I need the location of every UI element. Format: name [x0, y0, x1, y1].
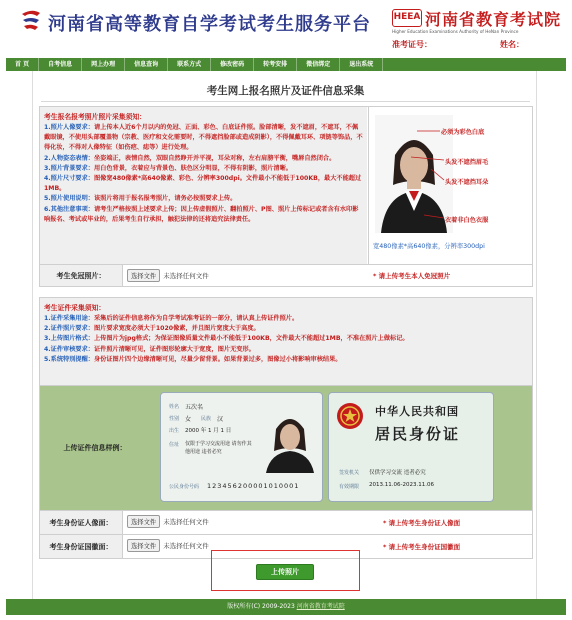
nav-exam-info[interactable]: 自考信息: [39, 58, 82, 71]
photo-file-input: [127, 269, 209, 282]
choose-id-front-button[interactable]: 选择文件: [127, 515, 160, 528]
id-note-2: [44, 324, 528, 334]
file-status: 未选择任何文件: [163, 518, 209, 526]
upload-photo-button[interactable]: 上传照片: [256, 564, 314, 580]
id-note-1: [44, 314, 528, 324]
choose-id-back-button[interactable]: 选择文件: [127, 539, 160, 552]
photo-note-5: [44, 194, 363, 204]
id-back-row-label: 考生身份证国徽面：: [40, 535, 123, 558]
nav-wechat-bind[interactable]: 微信绑定: [297, 58, 340, 71]
note-text: 图片要求宽度必须大于1020像素，并且图片宽度大于高度。: [93, 325, 260, 333]
id-note-3: [44, 334, 528, 344]
id-notes: [40, 298, 532, 386]
nav-transfer-exam[interactable]: 转考安排: [254, 58, 297, 71]
note-index: 6.: [44, 205, 51, 213]
photo-note-1: [44, 123, 363, 154]
file-status: 未选择任何文件: [163, 542, 209, 550]
authority-name: 河南省教育考试院: [425, 10, 562, 29]
id-gender-value: 女: [185, 416, 192, 423]
id-card-back-sample: [328, 392, 494, 502]
note-label: 人物姿态表情：: [50, 154, 94, 162]
nav-info-query[interactable]: 信息查询: [125, 58, 168, 71]
photo-notes-title: 考生报名报考照片照片采集须知：: [44, 113, 146, 121]
id-number-label: 公民身份号码: [169, 484, 200, 490]
note-label: 证件审核要求：: [50, 345, 94, 353]
authority-name-en: Higher Education Examinations Authority of HeNan Province: [392, 29, 519, 34]
id-nation-label: 民族: [201, 416, 212, 422]
note-label: 证件照片要求：: [50, 325, 94, 333]
note-index: 4.: [44, 175, 51, 183]
id-back-title: 中华人民共和国: [375, 405, 459, 418]
photo-note-3: [44, 164, 363, 174]
note-index: 3.: [44, 335, 51, 343]
footer-link[interactable]: 河南省教育考试院: [296, 603, 345, 610]
id-back-subtitle: 居民身份证: [375, 425, 461, 443]
note-index: 1.: [44, 124, 51, 131]
id-sample-row: [40, 386, 532, 510]
heading-divider: [41, 101, 530, 102]
note-label: 照片使用说明：: [50, 195, 94, 203]
main-nav: [6, 58, 566, 71]
id-address-value: 仅限于学习交流用途 请勿作其他用途 违者必究: [185, 441, 252, 455]
note-index: 2.: [44, 154, 51, 162]
note-label: 其他注意事项：: [50, 205, 94, 213]
note-index: 1.: [44, 315, 51, 322]
site-title: 河南省高等教育自学考试考生服务平台: [48, 14, 371, 35]
id-sample-label: 上传证件信息样例：: [63, 444, 127, 452]
candidate-name-label: 姓名：: [500, 40, 524, 49]
nav-home[interactable]: 首 页: [6, 58, 39, 71]
id-front-row-note: * 请上传考生身份证人像面: [383, 519, 461, 527]
note-text: 图像宽480像素*高640像素、彩色、分辨率300dpi。文件最小不能低于100KB，最大不能超过1MB。: [44, 175, 362, 193]
note-text: 该照片将用于报名报考照片，请务必按照要求上传。: [93, 195, 237, 203]
id-birth-value: 2000 年 1 月 1 日: [185, 428, 232, 434]
note-text: 身份证图片四个边缘清晰可见，尽量少留背景。如果背景过多，图像过小将影响审核结果。: [93, 355, 342, 363]
nav-online-service[interactable]: 网上办理: [82, 58, 125, 71]
note-text: 上传图片为jpg格式；为保证图像质量文件最小不能低于100KB，文件最大不能超过1MB，不准在照片上做标记。: [93, 335, 409, 343]
photo-notes: [40, 107, 367, 264]
page-title: 考生网上报名照片及证件信息采集: [206, 85, 365, 97]
id-portrait-image: [264, 407, 316, 473]
id-validity-label: 有效期限: [339, 484, 360, 490]
note-index: 2.: [44, 325, 51, 333]
note-label: 照片尺寸要求：: [50, 175, 94, 183]
id-name-value: 五次名: [185, 404, 204, 411]
footer-copyright: 版权所有(C) 2009-2023: [227, 603, 295, 610]
id-notes-title: 考生证件采集须知：: [44, 304, 106, 312]
note-text: 坐姿端正，表情自然，双眼自然睁开并平视，耳朵对称，左右肩膀平衡，嘴唇自然闭合。: [93, 154, 336, 162]
id-issuer-value: 仅供学习交流 违者必究: [369, 470, 426, 476]
id-front-file-input: [127, 515, 209, 528]
note-label: 系统特别提醒：: [50, 355, 94, 363]
footer: [6, 599, 566, 615]
nav-logout[interactable]: 退出系统: [340, 58, 383, 71]
ticket-number-label: 准考证号：: [392, 40, 432, 49]
note-label: 照片人像要求：: [50, 124, 94, 131]
sample-size-note: 宽480像素*高640像素，分辨率300dpi: [373, 243, 485, 250]
note-text: 请上传本人近6个月以内的免冠、正面、彩色、白底证件照。脸部清晰，发不遮眉，不遮耳，不佩戴眼镜，不使用头部覆盖物（宗教、医疗和文化需要时，不得遮挡脸部或造成阴影），不得佩戴耳环、项链等饰品，不得化妆，不得对人像特征（如伤疤、痣等）进行处理。: [44, 124, 363, 152]
nav-change-password[interactable]: 修改密码: [211, 58, 254, 71]
note-text: 采集后的证件信息将作为自学考试准考证的一部分，请认真上传证件照片。: [93, 315, 299, 322]
photo-upload-row: [40, 264, 532, 286]
id-back-row-note: * 请上传考生身份证国徽面: [383, 543, 461, 551]
photo-note-6: [44, 205, 363, 225]
photo-row-note: * 请上传考生本人免冠照片: [373, 272, 451, 280]
photo-sample: [368, 107, 532, 264]
national-emblem-icon: [335, 401, 365, 431]
photo-note-2: [44, 154, 363, 164]
note-text: 请考生严格按照上述要求上传；因上传虚假照片、翻拍照片、P图、照片上传标记或者含有水印影响报名、考试或毕业的，后果考生自行承担，触犯法律的还将追究法律责任。: [44, 205, 359, 223]
note-label: 上传图片格式：: [50, 335, 94, 343]
header: [0, 0, 572, 58]
id-birth-label: 出生: [169, 428, 180, 434]
note-index: 5.: [44, 195, 51, 203]
id-note-5: [44, 355, 528, 365]
id-address-label: 住址: [169, 442, 180, 448]
id-back-file-input: [127, 539, 209, 552]
note-index: 3.: [44, 164, 51, 172]
id-front-row-label: 考生身份证人像面：: [40, 511, 123, 534]
id-section: [39, 297, 533, 559]
note-label: 证件采集用途：: [50, 315, 94, 322]
id-issuer-label: 签发机关: [339, 470, 360, 476]
id-number-value: 123456200001010001: [207, 482, 300, 490]
id-gender-label: 性别: [169, 416, 180, 422]
sample-annotation: 衣着非白色衣服: [445, 217, 489, 224]
upload-highlight-box: [211, 550, 360, 591]
id-card-front-sample: [160, 392, 323, 502]
id-front-upload-row: [40, 510, 532, 534]
photo-note-4: [44, 174, 363, 194]
note-text: 证件照片清晰可见，证件图形轮廓大于宽度，图片无变形。: [93, 345, 255, 353]
photo-section: [39, 106, 533, 287]
choose-photo-button[interactable]: 选择文件: [127, 269, 160, 282]
authority-logo-icon: HEEA: [392, 9, 422, 27]
sample-annotation: 头发不遮挡耳朵: [445, 179, 489, 186]
nav-contact[interactable]: 联系方式: [168, 58, 211, 71]
note-label: 照片背景要求：: [50, 164, 94, 172]
sample-annotation: 必须为彩色白底: [441, 129, 485, 136]
main-content: [32, 71, 537, 599]
note-text: 用白色背景，衣着应与背景色、肤色区分明显，不得有阴影，照片清晰。: [93, 164, 292, 172]
file-status: 未选择任何文件: [163, 272, 209, 280]
sample-annotation: 头发不遮挡眉毛: [445, 159, 489, 166]
photo-row-label: 考生免冠照片：: [40, 265, 123, 286]
id-note-4: [44, 345, 528, 355]
note-index: 5.: [44, 355, 51, 363]
site-logo-icon: [18, 8, 44, 34]
id-name-label: 姓名: [169, 404, 180, 410]
id-nation-value: 汉: [217, 416, 224, 423]
id-validity-value: 2013.11.06-2023.11.06: [369, 482, 434, 488]
note-index: 4.: [44, 345, 51, 353]
